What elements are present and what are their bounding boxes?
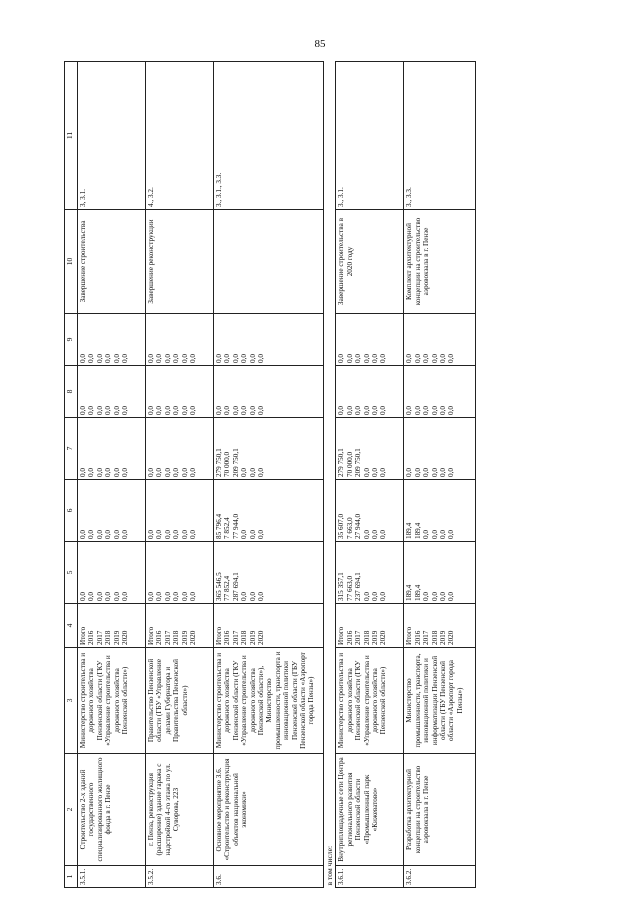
cell-line: 2016 [413, 630, 422, 645]
executor: Министерство промышленности, транспорта, инновационной политики и информатизации Пензенской области (ГБУ Пензенской области «Аэропорт города Пензы») [404, 648, 476, 754]
cell-line: 209 750,1 [231, 448, 240, 477]
amount-cell [78, 542, 146, 604]
amount-cell [146, 480, 214, 542]
cell-line: 0,0 [120, 468, 129, 477]
measure-name: Строительство 2-х зданий государственного специализированного жилищного фонда в г. Пензе [78, 754, 146, 866]
amount-cell [404, 314, 476, 366]
cell-line: 2018 [172, 630, 181, 645]
cell-line: 0,0 [87, 468, 96, 477]
row-number: 3.5.2. [146, 866, 214, 888]
cell-line: 0,0 [79, 468, 87, 477]
cell-line: 0,0 [172, 592, 181, 601]
cell-line: 0,0 [87, 530, 96, 539]
cell-line: 237 694,1 [354, 572, 363, 601]
amount-cell [78, 366, 146, 418]
cell-line: 0,0 [354, 354, 363, 363]
row-number: 3.6.2. [404, 866, 476, 888]
amount-cell [78, 418, 146, 480]
rotated-table-wrapper [64, 62, 608, 888]
cell-line: 0,0 [215, 406, 223, 415]
row-number: 3.5.1. [78, 866, 146, 888]
cell-line: 0,0 [240, 468, 249, 477]
cell-line: 0,0 [104, 468, 113, 477]
cell-line: 0,0 [370, 592, 379, 601]
cell-line: 0,0 [231, 406, 240, 415]
amount-cell [146, 314, 214, 366]
cell-line: 2019 [180, 630, 189, 645]
amount-cell [214, 314, 324, 366]
cell-line: 0,0 [79, 592, 87, 601]
column-header: 6 [65, 480, 78, 542]
cell-line: 2019 [438, 630, 447, 645]
column-header: 7 [65, 418, 78, 480]
cell-line: 0,0 [155, 354, 164, 363]
cell-line: 0,0 [79, 406, 87, 415]
cell-line: 0,0 [362, 592, 371, 601]
cell-line: 0,0 [422, 406, 431, 415]
section-label: в том числе: [325, 845, 334, 886]
indicator-ref: 3, 3.1. [78, 62, 146, 210]
cell-line: 0,0 [104, 530, 113, 539]
cell-line: 0,0 [180, 406, 189, 415]
cell-line: 0,0 [163, 354, 172, 363]
expected-result: Завершение строительства [78, 210, 146, 314]
cell-line: 0,0 [188, 530, 197, 539]
amount-cell [146, 366, 214, 418]
cell-line: 0,0 [112, 530, 121, 539]
cell-line: 0,0 [223, 354, 232, 363]
amount-cell [214, 366, 324, 418]
years-cell [146, 604, 214, 648]
cell-line: 0,0 [155, 592, 164, 601]
column-header: 10 [65, 210, 78, 314]
cell-line: 2017 [354, 630, 363, 645]
cell-line: 2018 [362, 630, 371, 645]
executor: Правительство Пензенской области (ГБУ «Управление делами Губернатора и Правительства Пензенской области») [146, 648, 214, 754]
cell-line: 0,0 [188, 354, 197, 363]
cell-line: 0,0 [379, 530, 388, 539]
cell-line: 0,0 [188, 592, 197, 601]
cell-line: 0,0 [438, 468, 447, 477]
cell-line: 0,0 [155, 406, 164, 415]
cell-line: 0,0 [240, 406, 249, 415]
column-header: 5 [65, 542, 78, 604]
column-header: 2 [65, 754, 78, 866]
cell-line: 189,4 [413, 584, 422, 601]
cell-line: 0,0 [188, 406, 197, 415]
cell-line: 85 796,4 [215, 513, 223, 539]
table-body [65, 62, 476, 888]
cell-line: 0,0 [345, 354, 354, 363]
cell-line: 0,0 [172, 354, 181, 363]
cell-line: 2017 [231, 630, 240, 645]
cell-line: 0,0 [223, 406, 232, 415]
cell-line: 0,0 [120, 530, 129, 539]
table-row [404, 62, 476, 888]
amount-cell [146, 418, 214, 480]
cell-line: 0,0 [172, 406, 181, 415]
cell-line: 0,0 [248, 530, 257, 539]
cell-line: 2016 [155, 630, 164, 645]
cell-line: 0,0 [79, 530, 87, 539]
cell-line: 287 694,1 [231, 572, 240, 601]
cell-line: 0,0 [104, 354, 113, 363]
cell-line: 2017 [95, 630, 104, 645]
cell-line: 0,0 [422, 468, 431, 477]
cell-line: 0,0 [256, 354, 265, 363]
amount-cell [404, 480, 476, 542]
cell-line: 0,0 [95, 406, 104, 415]
cell-line: 0,0 [447, 592, 456, 601]
amount-cell [336, 480, 404, 542]
cell-line: 0,0 [112, 354, 121, 363]
cell-line: 2020 [447, 630, 456, 645]
cell-line: 0,0 [413, 468, 422, 477]
indicator-ref: 4., 3.2. [146, 62, 214, 210]
amount-cell [214, 418, 324, 480]
cell-line: 0,0 [256, 468, 265, 477]
cell-line: 0,0 [147, 592, 155, 601]
years-cell [404, 604, 476, 648]
cell-line: 0,0 [256, 530, 265, 539]
cell-line: 0,0 [438, 406, 447, 415]
cell-line: 70 000,0 [345, 451, 354, 477]
measure-name: г. Пенза, реконструкция (расширение) здание гаража с надстройкой 4-го этажа по ул. Суворова, 223 [146, 754, 214, 866]
cell-line: 35 607,0 [337, 513, 346, 539]
section-row [324, 62, 336, 888]
cell-line: 70 000,0 [223, 451, 232, 477]
amount-cell [404, 418, 476, 480]
cell-line: Итого [215, 626, 223, 645]
cell-line: 279 750,1 [215, 448, 223, 477]
cell-line: 2016 [87, 630, 96, 645]
column-header: 1 [65, 866, 78, 888]
cell-line: 0,0 [345, 406, 354, 415]
cell-line: 279 750,1 [337, 448, 346, 477]
cell-line: 0,0 [120, 354, 129, 363]
cell-line: 0,0 [147, 406, 155, 415]
cell-line: 0,0 [430, 468, 439, 477]
cell-line: 0,0 [370, 468, 379, 477]
amount-cell [336, 366, 404, 418]
amount-cell [214, 480, 324, 542]
cell-line: 0,0 [120, 592, 129, 601]
cell-line: 0,0 [215, 354, 223, 363]
cell-line: 0,0 [95, 354, 104, 363]
column-header: 9 [65, 314, 78, 366]
cell-line: 2016 [345, 630, 354, 645]
cell-line: 0,0 [256, 592, 265, 601]
program-table [64, 61, 476, 888]
cell-line: 0,0 [379, 406, 388, 415]
cell-line: 0,0 [379, 592, 388, 601]
cell-line: Итого [147, 626, 155, 645]
cell-line: 0,0 [379, 354, 388, 363]
cell-line: 189,4 [413, 522, 422, 539]
amount-cell [214, 542, 324, 604]
cell-line: 0,0 [95, 530, 104, 539]
cell-line: 0,0 [87, 406, 96, 415]
cell-line: 0,0 [155, 530, 164, 539]
cell-line: 2020 [256, 630, 265, 645]
cell-line: 0,0 [104, 592, 113, 601]
cell-line: 77 852,4 [223, 575, 232, 601]
cell-line: 0,0 [240, 530, 249, 539]
cell-line: 0,0 [370, 530, 379, 539]
indicator-ref: 3., 3.3. [404, 62, 476, 210]
amount-cell [146, 542, 214, 604]
cell-line: 0,0 [370, 354, 379, 363]
cell-line: 2016 [223, 630, 232, 645]
cell-line: 0,0 [337, 406, 346, 415]
expected-result: Завершение строительства в 2020 году [336, 210, 404, 314]
cell-line: Итого [337, 626, 346, 645]
cell-line: 0,0 [362, 406, 371, 415]
executor: Министерство строительства и дорожного хозяйства Пензенской области (ГКУ «Управление строительства и дорожного хозяйства Пензенской области») [78, 648, 146, 754]
cell-line: 0,0 [362, 468, 371, 477]
cell-line: 0,0 [180, 468, 189, 477]
cell-line: 0,0 [163, 468, 172, 477]
cell-line: 0,0 [447, 406, 456, 415]
cell-line: 0,0 [413, 406, 422, 415]
years-cell [214, 604, 324, 648]
cell-line: 0,0 [256, 406, 265, 415]
cell-line: 2017 [422, 630, 431, 645]
cell-line: 2020 [120, 630, 129, 645]
cell-line: 2019 [370, 630, 379, 645]
cell-line: 0,0 [180, 592, 189, 601]
cell-line: 0,0 [180, 354, 189, 363]
cell-line: 0,0 [438, 354, 447, 363]
measure-name: Внутриплощадочные сети Центра регионального развития Пензенской области «Промышленный парк «Кижеватово» [336, 754, 404, 866]
cell-line: 0,0 [447, 530, 456, 539]
amount-cell [78, 480, 146, 542]
amount-cell [404, 366, 476, 418]
cell-line: 0,0 [379, 468, 388, 477]
cell-line: 0,0 [405, 354, 414, 363]
cell-line: 0,0 [163, 406, 172, 415]
table-row [78, 62, 146, 888]
cell-line: 2018 [430, 630, 439, 645]
cell-line: 0,0 [87, 592, 96, 601]
column-header: 4 [65, 604, 78, 648]
cell-line: 0,0 [362, 530, 371, 539]
cell-line: 0,0 [147, 530, 155, 539]
amount-cell [404, 542, 476, 604]
cell-line: 0,0 [240, 354, 249, 363]
cell-line: 0,0 [430, 530, 439, 539]
cell-line: 0,0 [95, 468, 104, 477]
cell-line: 2018 [104, 630, 113, 645]
table-row [336, 62, 404, 888]
amount-cell [336, 418, 404, 480]
amount-cell [336, 314, 404, 366]
table-row [146, 62, 214, 888]
cell-line: 0,0 [104, 406, 113, 415]
cell-line: 7 852,4 [223, 517, 232, 539]
cell-line: 0,0 [422, 354, 431, 363]
cell-line: 0,0 [248, 354, 257, 363]
cell-line: 0,0 [422, 530, 431, 539]
years-cell [78, 604, 146, 648]
executor: Министерство строительства и дорожного хозяйства Пензенской области (ГКУ «Управление строительства и дорожного хозяйства Пензенской области») [336, 648, 404, 754]
expected-result: Завершение реконструкции [146, 210, 214, 314]
cell-line: 0,0 [147, 354, 155, 363]
cell-line: 77 663,0 [345, 575, 354, 601]
cell-line: 0,0 [180, 530, 189, 539]
column-header: 11 [65, 62, 78, 210]
cell-line: 0,0 [188, 468, 197, 477]
cell-line: 0,0 [163, 530, 172, 539]
amount-cell [336, 542, 404, 604]
cell-line: 189,4 [405, 584, 414, 601]
cell-line: 0,0 [430, 592, 439, 601]
cell-line: 2018 [240, 630, 249, 645]
cell-line: 0,0 [155, 468, 164, 477]
cell-line: 0,0 [405, 406, 414, 415]
cell-line: 0,0 [163, 592, 172, 601]
cell-line: 0,0 [248, 468, 257, 477]
cell-line: 0,0 [231, 354, 240, 363]
row-number: 3.6.1. [336, 866, 404, 888]
cell-line: 0,0 [120, 406, 129, 415]
indicator-ref: 3., 3.1., 3.3. [214, 62, 324, 210]
years-cell [336, 604, 404, 648]
cell-line: 7 663,0 [345, 517, 354, 539]
indicator-ref: 3., 3.1. [336, 62, 404, 210]
cell-line: 2019 [248, 630, 257, 645]
page-number: 85 [314, 38, 326, 50]
amount-cell [78, 314, 146, 366]
table-row [214, 62, 324, 888]
cell-line: 0,0 [405, 468, 414, 477]
cell-line: 0,0 [354, 406, 363, 415]
cell-line: 2020 [379, 630, 388, 645]
row-number: 3.6. [214, 866, 324, 888]
column-header: 3 [65, 648, 78, 754]
cell-line: 0,0 [438, 530, 447, 539]
cell-line: 365 546,5 [215, 572, 223, 601]
cell-line: 0,0 [447, 354, 456, 363]
cell-line: 0,0 [430, 406, 439, 415]
cell-line: 0,0 [362, 354, 371, 363]
cell-line: 0,0 [413, 354, 422, 363]
executor: Министерство строительства и дорожного хозяйства Пензенской области (ГКУ «Управление строительства и дорожного хозяйства Пензенской области»), Министерство промышленности, транспорта и инновационной политики Пензенской области (ГБУ Пензенской области «Аэропорт города Пензы») [214, 648, 324, 754]
header-row [65, 62, 78, 888]
cell-line: 189,4 [405, 522, 414, 539]
expected-result [214, 210, 324, 314]
cell-line: Итого [79, 626, 87, 645]
cell-line: 0,0 [112, 406, 121, 415]
measure-name: Разработка архитектурной концепции на строительство аэровокзала в г. Пензе [404, 754, 476, 866]
cell-line: 0,0 [87, 354, 96, 363]
cell-line: 0,0 [370, 406, 379, 415]
cell-line: 0,0 [430, 354, 439, 363]
cell-line: 77 944,0 [231, 513, 240, 539]
cell-line: 0,0 [438, 592, 447, 601]
cell-line: 0,0 [172, 468, 181, 477]
cell-line: 2017 [163, 630, 172, 645]
cell-line: 2020 [188, 630, 197, 645]
cell-line: 0,0 [79, 354, 87, 363]
cell-line: 0,0 [172, 530, 181, 539]
cell-line: 27 944,0 [354, 513, 363, 539]
expected-result: Комплект архитектурной концепции на строительство аэровокзала в г. Пензе [404, 210, 476, 314]
cell-line: 0,0 [240, 592, 249, 601]
measure-name: Основное мероприятие 3.6. «Строительство и реконструкция объектов национальной экономики» [214, 754, 324, 866]
column-header: 8 [65, 366, 78, 418]
cell-line: 2019 [112, 630, 121, 645]
cell-line: 209 750,1 [354, 448, 363, 477]
cell-line: 0,0 [422, 592, 431, 601]
cell-line: 0,0 [248, 592, 257, 601]
cell-line: 315 357,1 [337, 572, 346, 601]
cell-line: 0,0 [248, 406, 257, 415]
cell-line: 0,0 [147, 468, 155, 477]
cell-line: 0,0 [112, 592, 121, 601]
cell-line: 0,0 [95, 592, 104, 601]
cell-line: 0,0 [112, 468, 121, 477]
cell-line: 0,0 [337, 354, 346, 363]
cell-line: 0,0 [447, 468, 456, 477]
cell-line: Итого [405, 626, 414, 645]
